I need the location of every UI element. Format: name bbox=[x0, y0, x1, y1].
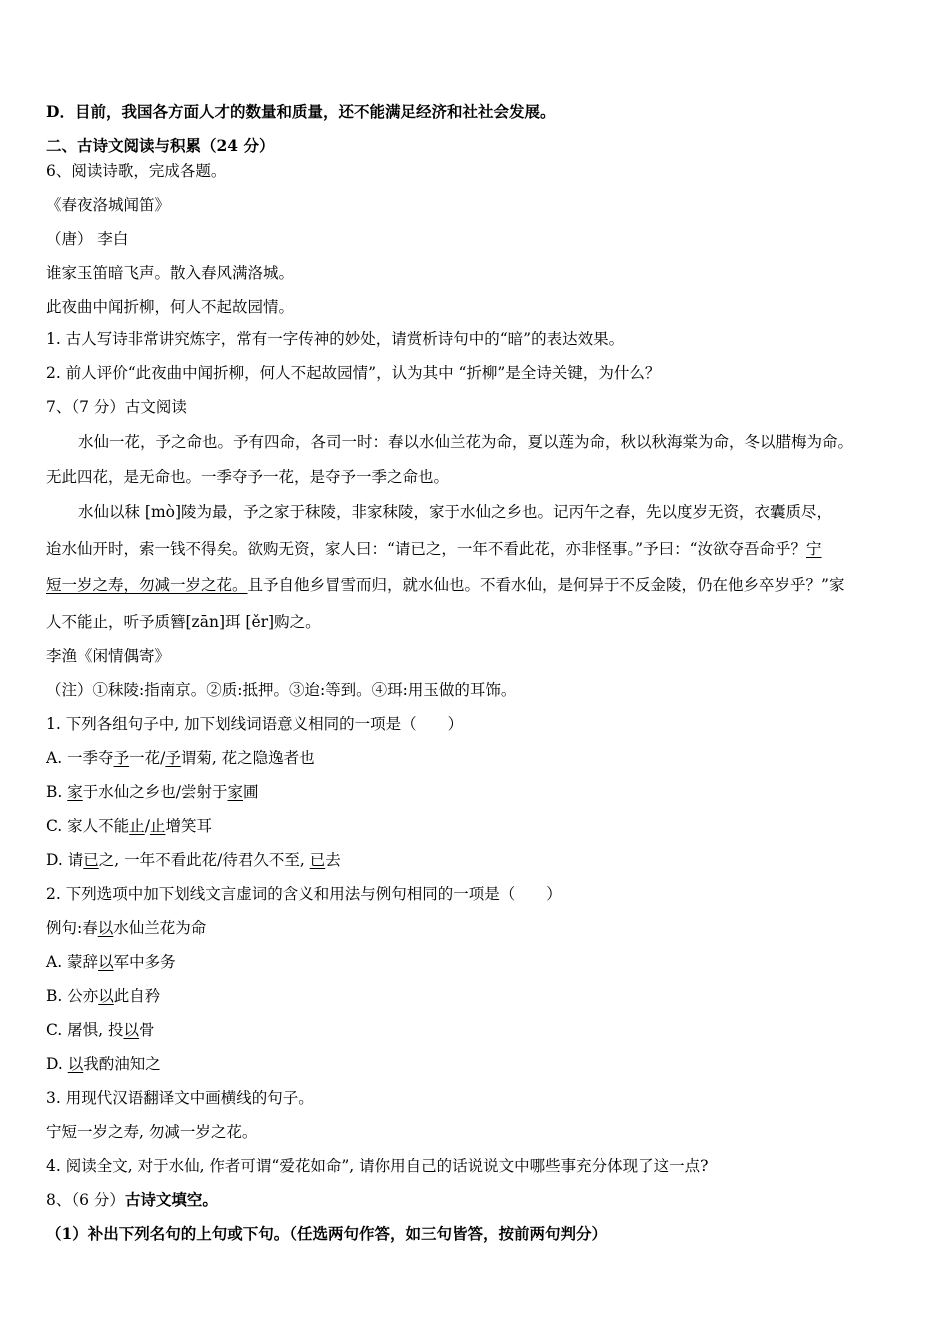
underlined-sentence: 短一岁之寿，勿减一岁之花。 bbox=[46, 576, 248, 594]
passage-para-2-line-3: 短一岁之寿，勿减一岁之花。且予自他乡冒雪而归，就水仙也。不看水仙，是何异于不反金陵，仍在他乡卒岁乎？”家 bbox=[46, 576, 845, 594]
q7-sub-2: 2. 下列选项中加下划线文言虚词的含义和用法与例句相同的一项是（ ） bbox=[46, 885, 562, 903]
q6-sub-2: 2. 前人评价“此夜曲中闻折柳，何人不起故园情”，认为其中 “折柳”是全诗关键，为什么？ bbox=[46, 364, 661, 382]
q7-2-option-d: D. 以我酌油知之 bbox=[46, 1055, 161, 1073]
poem-line-1: 谁家玉笛暗飞声。散入春风满洛城。 bbox=[46, 264, 295, 282]
q7-2-option-a: A. 蒙辞以军中多务 bbox=[46, 953, 176, 971]
q8-sub-1: （1）补出下列名句的上句或下句。（任选两句作答，如三句皆答，按前两句判分） bbox=[46, 1224, 608, 1243]
passage-source: 李渔《闲情偶寄》 bbox=[46, 647, 171, 665]
option-d-line: D．目前，我国各方面人才的数量和质量，还不能满足经济和社社会发展。 bbox=[46, 102, 556, 121]
q7-2-example: 例句:春以水仙兰花为命 bbox=[46, 919, 207, 937]
question-8-title: 8、（6 分）古诗文填空。 bbox=[46, 1190, 218, 1209]
q7-sub-4: 4. 阅读全文, 对于水仙, 作者可谓“爱花如命”, 请你用自己的话说说文中哪些事充分体现了这一点? bbox=[46, 1157, 709, 1175]
q7-1-option-d: D. 请已之, 一年不看此花/待君久不至, 已去 bbox=[46, 851, 341, 869]
underlined-sentence-start: 宁 bbox=[806, 540, 822, 558]
poem-author: （唐） 李白 bbox=[46, 230, 129, 248]
section-heading: 二、古诗文阅读与积累（24 分） bbox=[46, 136, 275, 155]
q7-2-option-b: B. 公亦以此自矜 bbox=[46, 987, 161, 1005]
question-6-title: 6、阅读诗歌，完成各题。 bbox=[46, 162, 227, 180]
passage-para-2: 水仙以秣 [mò]陵为最，予之家于秣陵，非家秣陵，家于水仙之乡也。记丙午之春，先以度岁无资，衣囊质尽， bbox=[78, 503, 833, 521]
q7-2-option-c: C. 屠惧, 投以骨 bbox=[46, 1021, 155, 1039]
poem-title: 《春夜洛城闻笛》 bbox=[46, 196, 171, 214]
q7-1-option-a: A. 一季夺予一花/予谓菊, 花之隐逸者也 bbox=[46, 749, 315, 767]
q7-1-option-b: B. 家于水仙之乡也/尝射于家圃 bbox=[46, 783, 259, 801]
q7-3-sentence: 宁短一岁之寿, 勿减一岁之花。 bbox=[46, 1123, 258, 1141]
q7-1-option-c: C. 家人不能止/止增笑耳 bbox=[46, 817, 212, 835]
passage-para-2-line-4: 人不能止，听予质簪[zān]珥 [ěr]购之。 bbox=[46, 613, 321, 631]
passage-para-1-cont: 无此四花，是无命也。一季夺予一花，是夺予一季之命也。 bbox=[46, 468, 450, 486]
passage-para-2-line-2: 迨水仙开时，索一钱不得矣。欲购无资，家人曰：“请已之，一年不看此花，亦非怪事。”予曰：“汝欲夺吾命乎？宁 bbox=[46, 540, 822, 558]
passage-notes: （注）①秣陵:指南京。②质:抵押。③迨:等到。④珥:用玉做的耳饰。 bbox=[46, 681, 517, 699]
poem-line-2: 此夜曲中闻折柳，何人不起故园情。 bbox=[46, 298, 295, 316]
passage-para-1: 水仙一花，予之命也。予有四命，各司一时：春以水仙兰花为命，夏以莲为命，秋以秋海棠为命，冬以腊梅为命。 bbox=[78, 433, 854, 451]
q7-sub-3: 3. 用现代汉语翻译文中画横线的句子。 bbox=[46, 1089, 314, 1107]
question-7-title: 7、（7 分）古文阅读 bbox=[46, 398, 187, 416]
q6-sub-1: 1. 古人写诗非常讲究炼字，常有一字传神的妙处，请赏析诗句中的“暗”的表达效果。 bbox=[46, 330, 625, 348]
q7-sub-1: 1. 下列各组句子中, 加下划线词语意义相同的一项是（ ） bbox=[46, 715, 464, 733]
